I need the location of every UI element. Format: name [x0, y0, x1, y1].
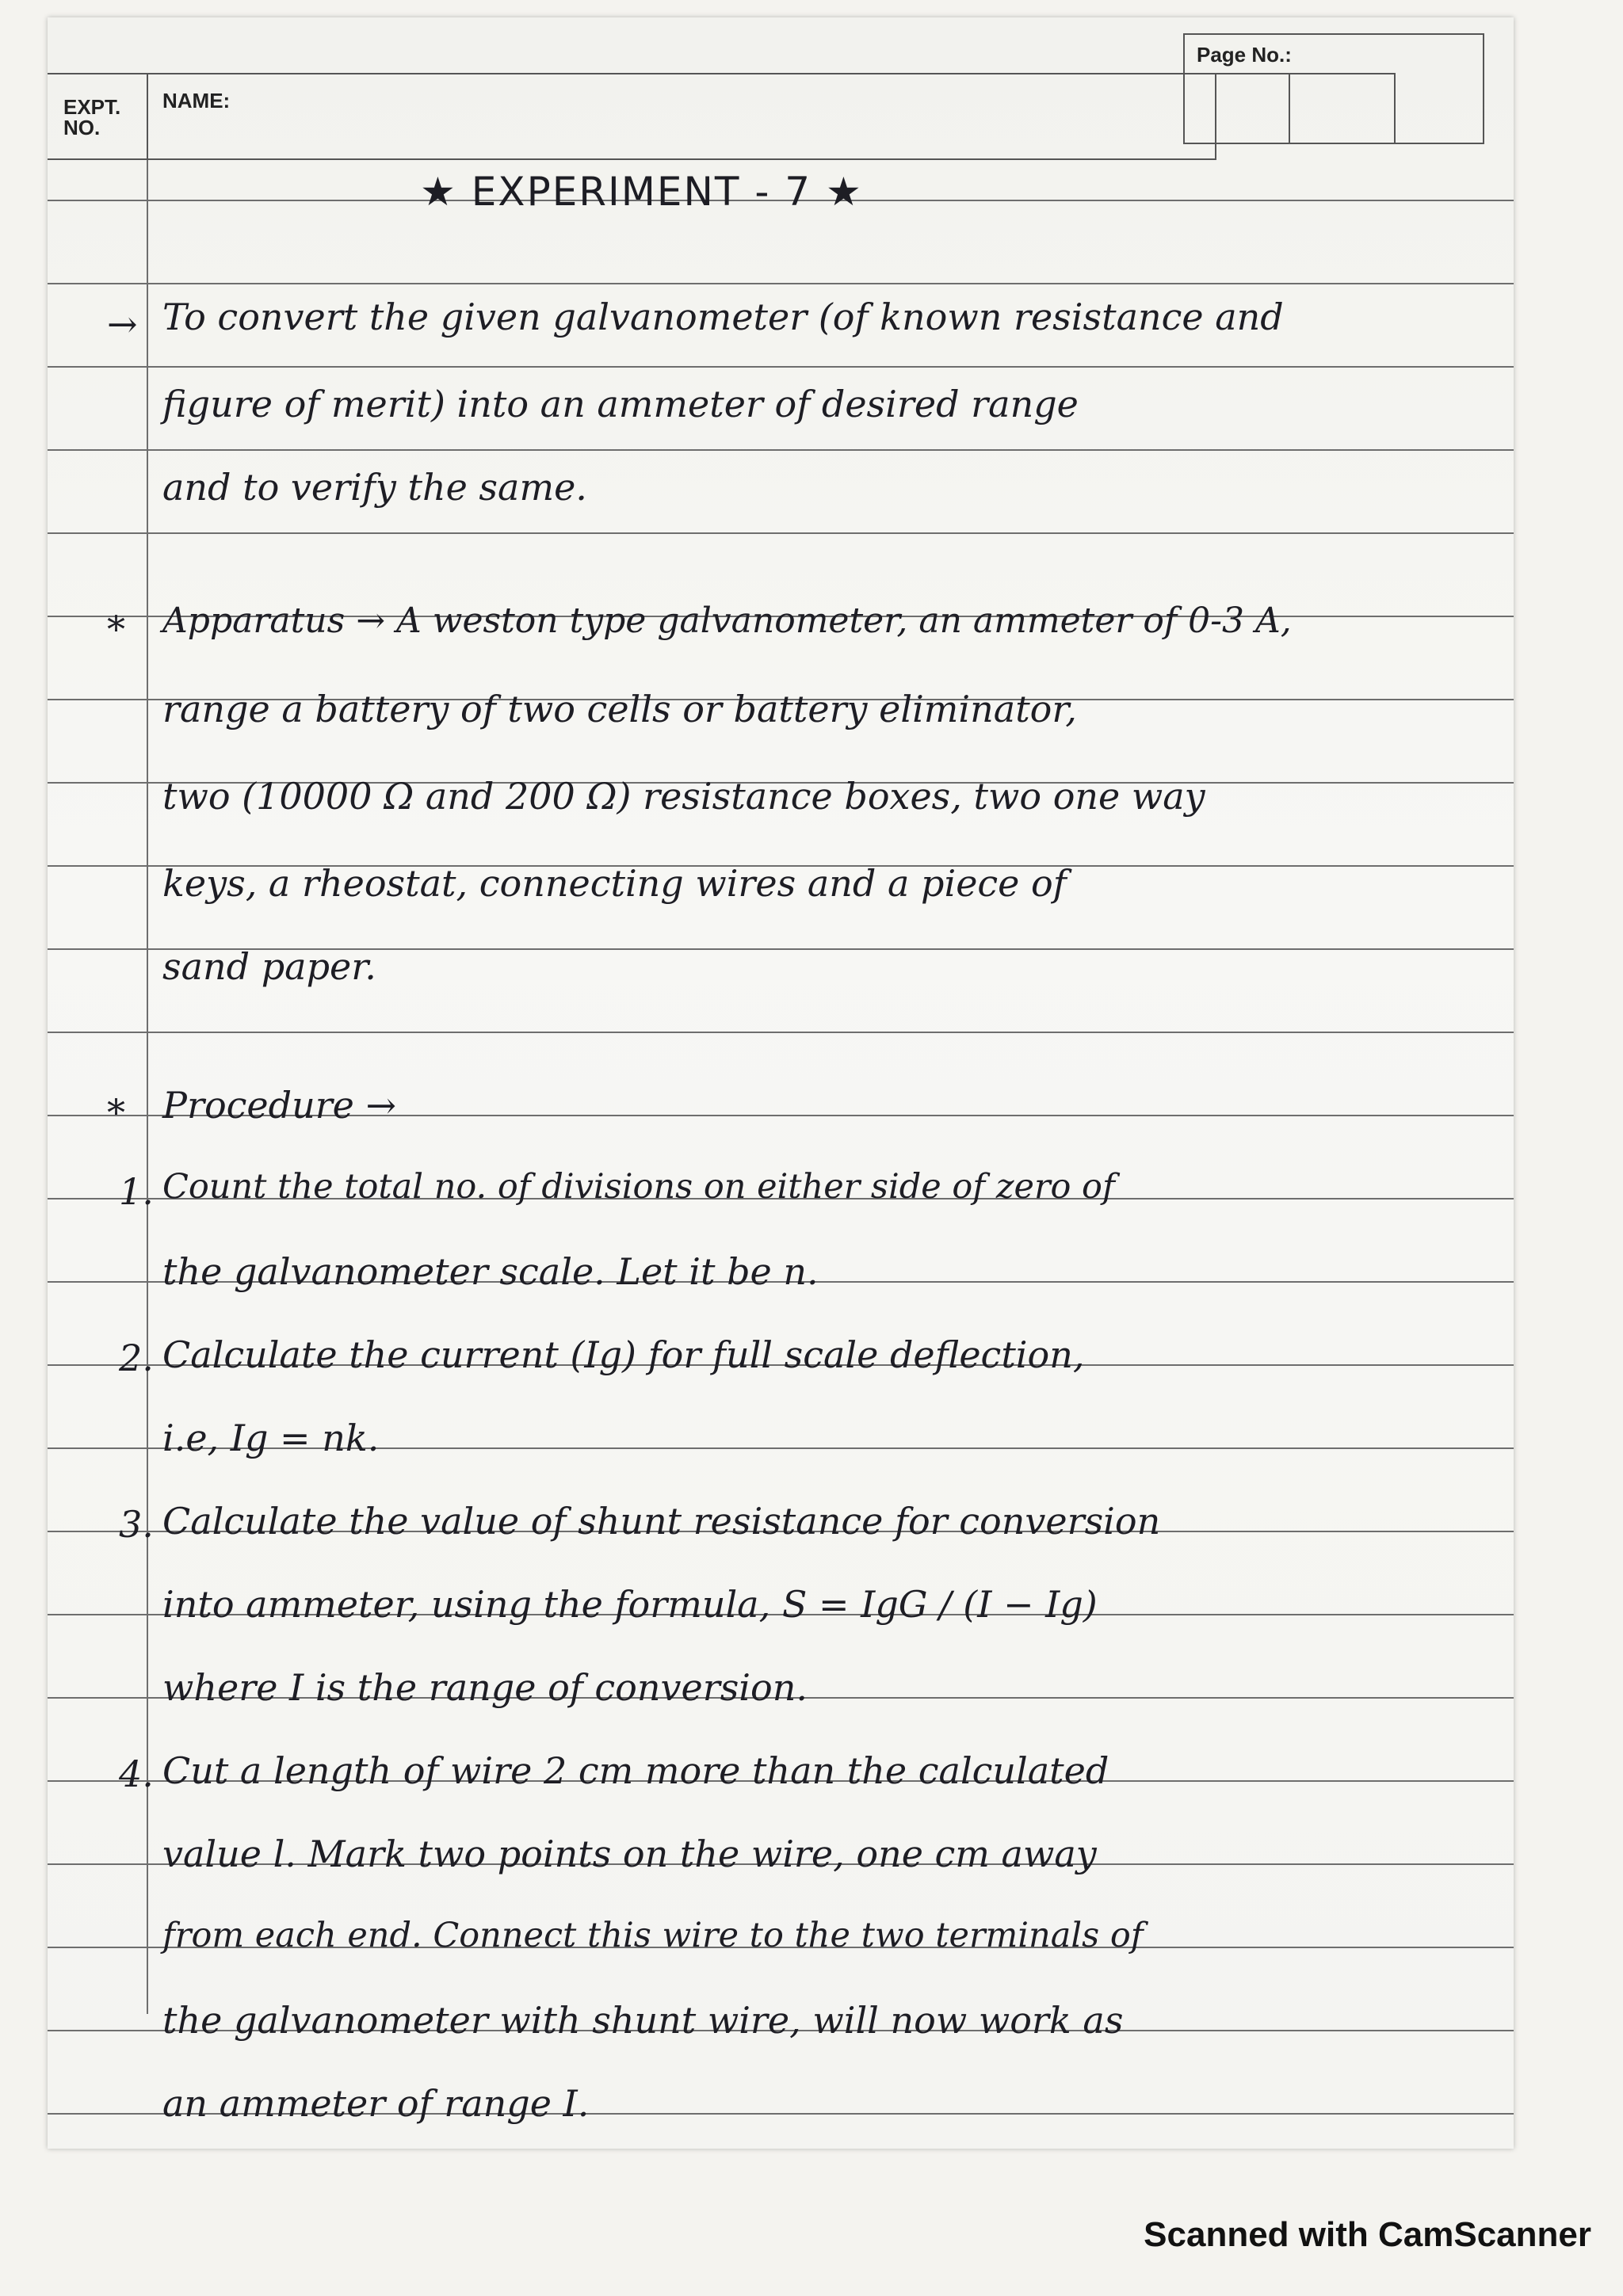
step-3-line-3: where I is the range of conversion. — [162, 1666, 808, 1709]
apparatus-line-4: keys, a rheostat, connecting wires and a piece of — [162, 862, 1067, 905]
step-2-line-1: Calculate the current (Ig) for full scale deflection, — [162, 1333, 1085, 1376]
ruled-line — [48, 449, 1514, 451]
name-box — [147, 73, 1216, 160]
step-4-line-4: the galvanometer with shunt wire, will now work as — [162, 1999, 1124, 2042]
scanner-watermark: Scanned with CamScanner — [1144, 2215, 1591, 2254]
step-1-number: 1. — [119, 1170, 154, 1213]
page-title: ★ EXPERIMENT - 7 ★ — [420, 169, 863, 215]
notebook-page — [48, 17, 1514, 2149]
step-4-number: 4. — [119, 1753, 154, 1795]
step-2-line-2: i.e, Ig = nk. — [162, 1417, 380, 1459]
ruled-line — [48, 532, 1514, 534]
step-4-line-1: Cut a length of wire 2 cm more than the calculated — [162, 1749, 1109, 1792]
aim-line-2: figure of merit) into an ammeter of desired range — [162, 383, 1079, 425]
procedure-star: * — [107, 1091, 125, 1134]
page-no-cell-1 — [1183, 73, 1290, 144]
margin-line — [147, 73, 148, 2014]
step-3-number: 3. — [119, 1503, 154, 1546]
apparatus-line-5: sand paper. — [162, 945, 376, 988]
procedure-heading: Procedure → — [162, 1084, 397, 1127]
ruled-line — [48, 283, 1514, 284]
step-1-line-2: the galvanometer scale. Let it be n. — [162, 1250, 819, 1293]
name-label: NAME: — [162, 89, 231, 113]
aim-line-1: To convert the given galvanometer (of known resistance and — [162, 296, 1284, 338]
ruled-line — [48, 366, 1514, 368]
aim-arrow: → — [107, 303, 138, 345]
apparatus-line-2: range a battery of two cells or battery eliminator, — [162, 688, 1077, 730]
step-3-line-2: into ammeter, using the formula, S = IgG / (I − Ig) — [162, 1583, 1098, 1626]
step-3-line-1: Calculate the value of shunt resistance for conversion — [162, 1500, 1161, 1543]
step-4-line-2: value l. Mark two points on the wire, one cm away — [162, 1833, 1097, 1875]
step-4-line-5: an ammeter of range I. — [162, 2082, 590, 2125]
step-4-line-3: from each end. Connect this wire to the two terminals of — [162, 1916, 1144, 1955]
apparatus-line-1: Apparatus → A weston type galvanometer, an ammeter of 0-3 A, — [162, 601, 1292, 641]
apparatus-star: * — [107, 608, 125, 650]
step-2-number: 2. — [119, 1337, 154, 1379]
page-no-cell-2 — [1289, 73, 1396, 144]
apparatus-line-3: two (10000 Ω and 200 Ω) resistance boxes, two one way — [162, 775, 1205, 818]
aim-line-3: and to verify the same. — [162, 466, 587, 509]
page-no-label: Page No.: — [1197, 43, 1292, 67]
step-1-line-1: Count the total no. of divisions on either side of zero of — [162, 1167, 1115, 1207]
expt-no-label: EXPT. NO. — [63, 95, 121, 139]
ruled-line — [48, 1032, 1514, 1033]
